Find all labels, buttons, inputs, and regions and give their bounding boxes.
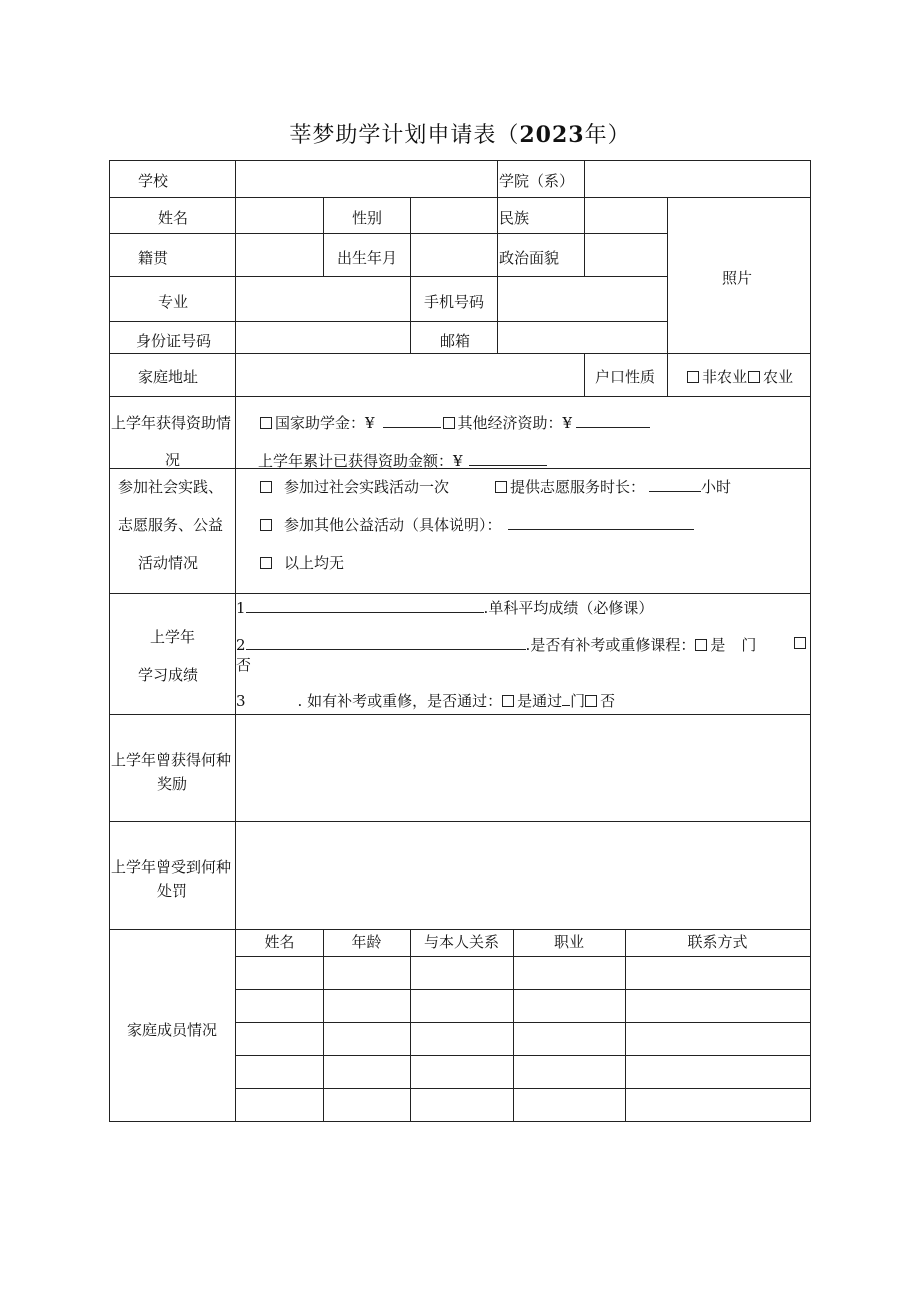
social-opt2 (495, 476, 731, 497)
label-social-1: 参加社会实践、 (118, 478, 224, 496)
label-birth: 出生年月 (337, 249, 398, 267)
hukou-nonagri-label: 非农业 (702, 368, 748, 386)
label-phone: 手机号码 (424, 293, 485, 311)
family-header-contact: 联系方式 (687, 933, 748, 951)
retake-no-checkbox[interactable] (794, 637, 806, 649)
family-header-name: 姓名 (264, 933, 295, 951)
family-row-2-job[interactable] (513, 998, 625, 1016)
phone-input[interactable] (500, 279, 664, 318)
birth-input[interactable] (413, 236, 494, 273)
pass-count-input[interactable] (562, 692, 570, 706)
family-row-4-job[interactable] (513, 1064, 625, 1082)
volunteer-hours-input[interactable] (649, 478, 701, 492)
social-opt1 (260, 476, 449, 497)
family-row-1-age[interactable] (323, 965, 410, 983)
family-row-5-job[interactable] (513, 1097, 625, 1115)
social-opt3-detail-input[interactable] (508, 516, 694, 530)
ethnicity-input[interactable] (587, 200, 664, 230)
label-penalty-1: 上学年曾受到何种 (111, 858, 232, 876)
native-place-input[interactable] (238, 236, 320, 273)
family-row-5-relation[interactable] (410, 1097, 513, 1115)
family-row-3-job[interactable] (513, 1031, 625, 1049)
retake-yes-label: 是 (710, 636, 726, 654)
label-social-3: 活动情况 (138, 554, 199, 572)
label-ethnicity: 民族 (499, 209, 530, 227)
label-study-2: 学习成绩 (138, 666, 199, 684)
aid-total (258, 450, 547, 471)
study-line3-label: . 如有补考或重修，是否通过： (297, 692, 503, 710)
family-row-1-relation[interactable] (410, 965, 513, 983)
school-input[interactable] (238, 163, 494, 194)
retake-count-unit: 门 (741, 636, 757, 654)
label-native-place: 籍贯 (138, 249, 169, 267)
email-input[interactable] (500, 324, 664, 350)
pass-yes-label: 是通过 (517, 692, 563, 710)
social-opt3 (260, 514, 694, 535)
political-input[interactable] (587, 236, 664, 273)
label-political: 政治面貌 (499, 249, 560, 267)
family-row-5-name[interactable] (236, 1097, 323, 1115)
study-n3: 3 (236, 692, 246, 710)
pass-count-unit: 门 (570, 692, 586, 710)
pass-no-label: 否 (600, 692, 616, 710)
hukou-agri-checkbox[interactable] (748, 371, 760, 383)
family-row-4-age[interactable] (323, 1064, 410, 1082)
aid-national-checkbox[interactable] (260, 417, 272, 429)
label-family: 家庭成员情况 (127, 1021, 218, 1039)
label-awards-1: 上学年曾获得何种 (111, 751, 232, 769)
page-title: 莘梦助学计划申请表（2023年） (289, 122, 631, 148)
aid-other-amount[interactable] (576, 414, 650, 428)
social-opt2-checkbox[interactable] (495, 481, 507, 493)
family-row-3-name[interactable] (236, 1031, 323, 1049)
family-row-4-contact[interactable] (625, 1064, 810, 1082)
family-header-relation: 与本人关系 (423, 933, 499, 951)
family-row-2-relation[interactable] (410, 998, 513, 1016)
label-penalty-2: 处罚 (157, 882, 188, 900)
aid-other-label: 其他经济资助：¥ (457, 414, 573, 432)
label-hukou: 户口性质 (595, 368, 656, 386)
id-number-input[interactable] (238, 324, 407, 350)
family-row-1-name[interactable] (236, 965, 323, 983)
photo-label: 照片 (722, 269, 753, 287)
photo-box[interactable] (670, 200, 807, 350)
family-row-4-relation[interactable] (410, 1064, 513, 1082)
study-line3 (236, 690, 615, 711)
social-opt4-label: 以上均无 (284, 554, 345, 572)
social-opt2-unit: 小时 (701, 478, 732, 496)
aid-national (260, 412, 650, 433)
study-line2 (236, 634, 756, 655)
avg-score-input[interactable] (246, 599, 484, 613)
label-email: 邮箱 (440, 332, 471, 350)
label-college: 学院（系） (499, 172, 575, 190)
family-row-2-name[interactable] (236, 998, 323, 1016)
family-row-5-contact[interactable] (625, 1097, 810, 1115)
family-row-3-relation[interactable] (410, 1031, 513, 1049)
label-awards-2: 奖励 (157, 775, 188, 793)
label-gender: 性别 (352, 209, 383, 227)
awards-input[interactable] (238, 717, 807, 818)
address-input[interactable] (238, 356, 581, 393)
social-opt3-label: 参加其他公益活动（具体说明）： (284, 516, 502, 534)
study-line1-label: .单科平均成绩（必修课） (483, 599, 654, 617)
label-aid-1: 上学年获得资助情 (111, 414, 232, 432)
aid-national-amount[interactable] (383, 414, 441, 428)
label-name: 姓名 (158, 209, 189, 227)
social-opt2-label: 提供志愿服务时长： (510, 478, 646, 496)
social-opt3-checkbox[interactable] (260, 519, 272, 531)
label-social-2: 志愿服务、公益 (118, 516, 224, 534)
study-n1: 1 (236, 599, 246, 617)
hukou-nonagri-checkbox[interactable] (687, 371, 699, 383)
pass-no-checkbox[interactable] (585, 695, 597, 707)
social-opt4-checkbox[interactable] (260, 557, 272, 569)
gender-input[interactable] (413, 200, 494, 230)
retake-input[interactable] (246, 636, 526, 650)
penalty-input[interactable] (238, 824, 807, 926)
study-n2: 2 (236, 636, 246, 654)
retake-no-label: 否 (236, 656, 252, 674)
family-row-3-contact[interactable] (625, 1031, 810, 1049)
study-line2-label: .是否有补考或重修课程： (525, 636, 696, 654)
retake-no-checkbox-wrap (794, 634, 809, 652)
pass-yes-checkbox[interactable] (502, 695, 514, 707)
label-address: 家庭地址 (138, 368, 199, 386)
social-opt4 (260, 552, 344, 573)
family-header-job: 职业 (553, 933, 584, 951)
retake-yes-checkbox[interactable] (695, 639, 707, 651)
family-row-4-name[interactable] (236, 1064, 323, 1082)
family-row-2-contact[interactable] (625, 998, 810, 1016)
family-row-5-age[interactable] (323, 1097, 410, 1115)
hukou-agri-label: 农业 (763, 368, 794, 386)
social-opt1-checkbox[interactable] (260, 481, 272, 493)
label-study-1: 上学年 (150, 628, 196, 646)
family-row-3-age[interactable] (323, 1031, 410, 1049)
label-aid-2: 况 (165, 451, 181, 469)
label-id-number: 身份证号码 (136, 332, 212, 350)
label-major: 专业 (158, 293, 189, 311)
family-row-1-job[interactable] (513, 965, 625, 983)
major-input[interactable] (238, 279, 407, 318)
aid-total-label: 上学年累计已获得资助金额：¥ (258, 452, 463, 470)
family-row-2-age[interactable] (323, 998, 410, 1016)
social-opt1-label: 参加过社会实践活动一次 (284, 478, 450, 496)
college-input[interactable] (587, 163, 807, 194)
hukou-options (687, 366, 793, 387)
study-line1 (236, 597, 653, 618)
family-header-age: 年龄 (351, 933, 382, 951)
aid-total-amount[interactable] (469, 452, 547, 466)
name-input[interactable] (238, 200, 320, 230)
family-row-1-contact[interactable] (625, 965, 810, 983)
label-school: 学校 (138, 172, 169, 190)
aid-national-label: 国家助学金：¥ (275, 414, 375, 432)
aid-other-checkbox[interactable] (443, 417, 455, 429)
